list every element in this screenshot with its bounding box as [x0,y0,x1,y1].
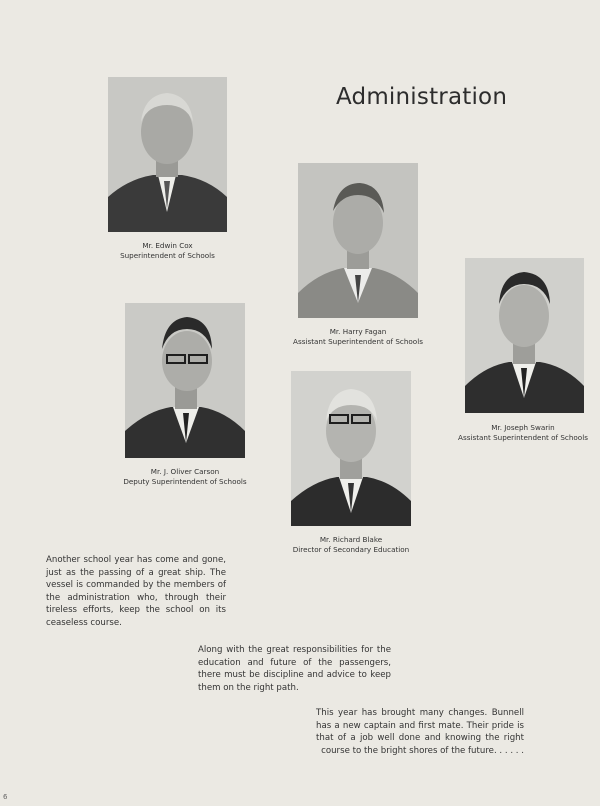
person-title: Director of Secondary Education [292,545,410,554]
person-name: Mr. J. Oliver Carson [150,467,220,476]
person-name: Mr. Edwin Cox [142,241,193,250]
portrait-oliver-carson [125,303,245,458]
caption-oliver-carson [104,467,266,487]
paragraph-intro: Another school year has come and gone, just as the passing of a great ship. The vessel is commanded by the members of the administration who, through their tireless efforts, keep the school on its ceaseless course. [46,555,226,628]
person-name: Mr. Richard Blake [319,535,383,544]
caption-joseph-swarin [446,423,600,443]
page-title: Administration [336,84,508,110]
person-title: Assistant Superintendent of Schools [458,433,588,442]
caption-richard-blake [272,535,430,555]
caption-edwin-cox [100,241,235,261]
paragraph-responsibilities: Along with the great responsibilities for the education and future of the passengers, there must be discipline and advice to keep them on the right path. [198,645,391,693]
person-title: Assistant Superintendent of Schools [293,337,423,346]
caption-harry-fagan [270,327,446,347]
person-title: Superintendent of Schools [120,251,215,260]
page-number: 6 [3,793,8,801]
paragraph-changes: This year has brought many changes. Bunnell has a new captain and first mate. Their pride is that of a job well done and knowing the right course to the bright shores of the future. . . . . . [316,708,524,756]
person-title: Deputy Superintendent of Schools [123,477,247,486]
person-name: Mr. Harry Fagan [329,327,387,336]
person-name: Mr. Joseph Swarin [491,423,555,432]
portrait-joseph-swarin [465,258,584,413]
portrait-richard-blake [291,371,411,526]
portrait-harry-fagan [298,163,418,318]
portrait-edwin-cox [108,77,227,232]
